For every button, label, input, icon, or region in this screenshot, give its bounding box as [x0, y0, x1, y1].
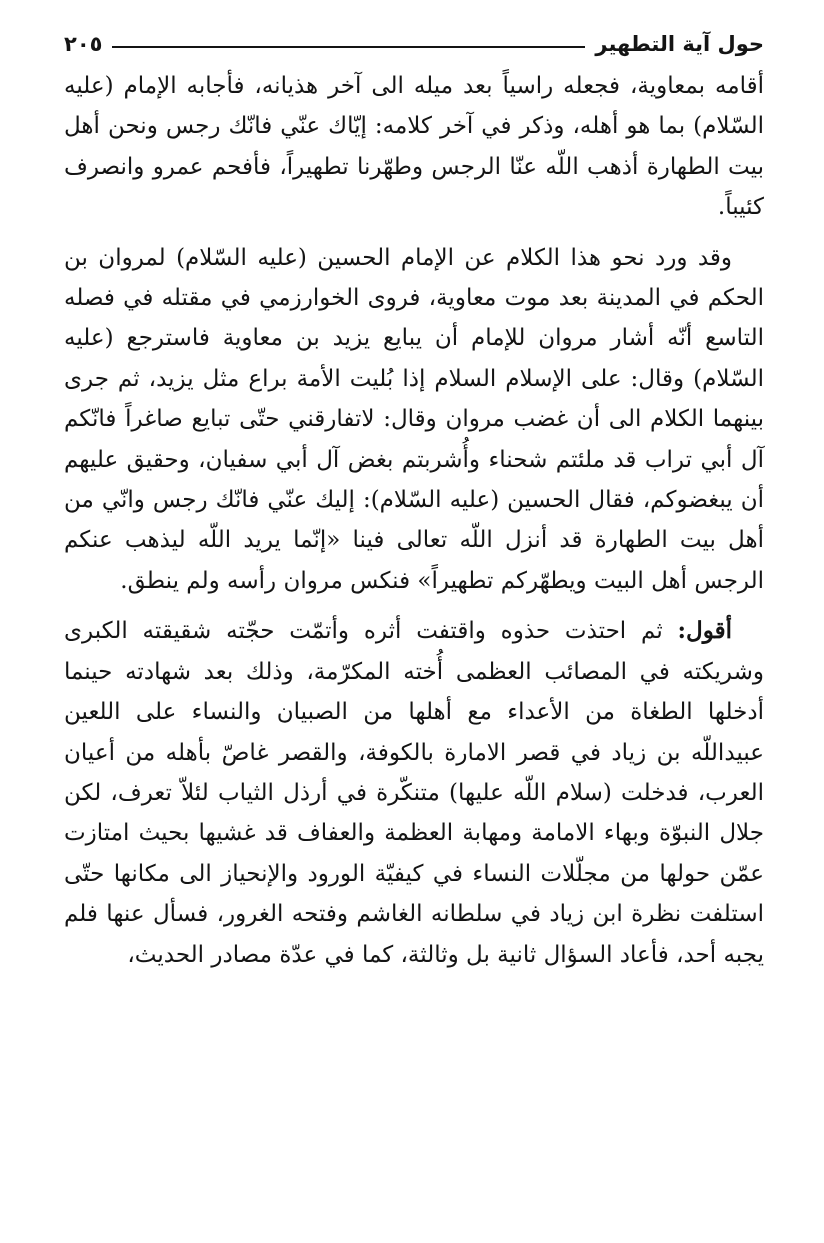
lead-word: أقول: [677, 617, 732, 645]
paragraph-continuation [64, 66, 764, 228]
page-number: ٢٠٥ [64, 32, 103, 56]
paragraph-text: ثم احتذت حذوه واقتفت أثره وأتمّت حجّته شقيقته الكبرى وشريكته في المصائب العظمى أُخته المكرّمة، وذلك بعد شهادته حينما أدخلها الطغاة من الأعداء مع أهلها من الصبيان والنساء على اللعين عبيداللّه بن زياد في قصر الامارة بالكوفة، والقصر غاصّ بأهله من أعيان العرب، فدخلت (سلام اللّه عليها) متنكّرة في أرذل الثياب لئلاّ تعرف، لكن جلال النبوّة وبهاء الامامة ومهابة العظمة والعفاف قد غشيها بحيث امتازت عمّن حولها من مجلّلات النساء في كيفيّة الورود والإنحياز الى مكانها حتّى استلفت نظرة ابن زياد في سلطانه الغاشم وفتحه الغرور، فسأل عنها فلم يجبه أحد، فأعاد السؤال ثانية بل وثالثة، كما في عدّة مصادر الحديث، [64, 618, 764, 968]
paragraph-aqulu [64, 611, 764, 975]
body-text [64, 66, 764, 975]
header-title: حول آية التطهير [595, 32, 764, 56]
paragraph-hussein-marwan [64, 238, 764, 602]
header-rule [112, 46, 585, 48]
running-header [64, 26, 764, 62]
paragraph-text: وقد ورد نحو هذا الكلام عن الإمام الحسين (عليه السّلام) لمروان بن الحكم في المدينة بعد موت معاوية، فروى الخوارزمي في مقتله في فصله التاسع أنّه أشار مروان للإمام أن يبايع يزيد بن معاوية فاسترجع (عليه السّلام) وقال: على الإسلام السلام إذا بُليت الأمة براع مثل يزيد، ثم جرى بينهما الكلام الى أن غضب مروان وقال: لاتفارقني حتّى تبايع صاغراً فانّكم آل أبي تراب قد ملئتم شحناء وأُشربتم بغض آل أبي سفيان، وحقيق عليهم أن يبغضوكم، فقال الحسين (عليه السّلام): إليك عنّي فانّك رجس وانّي من أهل بيت الطهارة قد أنزل اللّه تعالى فينا «إنّما يريد اللّه ليذهب عنكم الرجس أهل البيت ويطهّركم تطهيراً» فنكس مروان رأسه ولم ينطق. [64, 244, 764, 594]
book-page [64, 26, 764, 975]
paragraph-text: أقامه بمعاوية، فجعله راسياً بعد ميله الى آخر هذيانه، فأجابه الإمام (عليه السّلام) بما هو أهله، وذكر في آخر كلامه: إيّاك عنّي فانّك رجس ونحن أهل بيت الطهارة أذهب اللّه عنّا الرجس وطهّرنا تطهيراً، فأفحم عمرو وانصرف كئيباً. [64, 73, 764, 221]
